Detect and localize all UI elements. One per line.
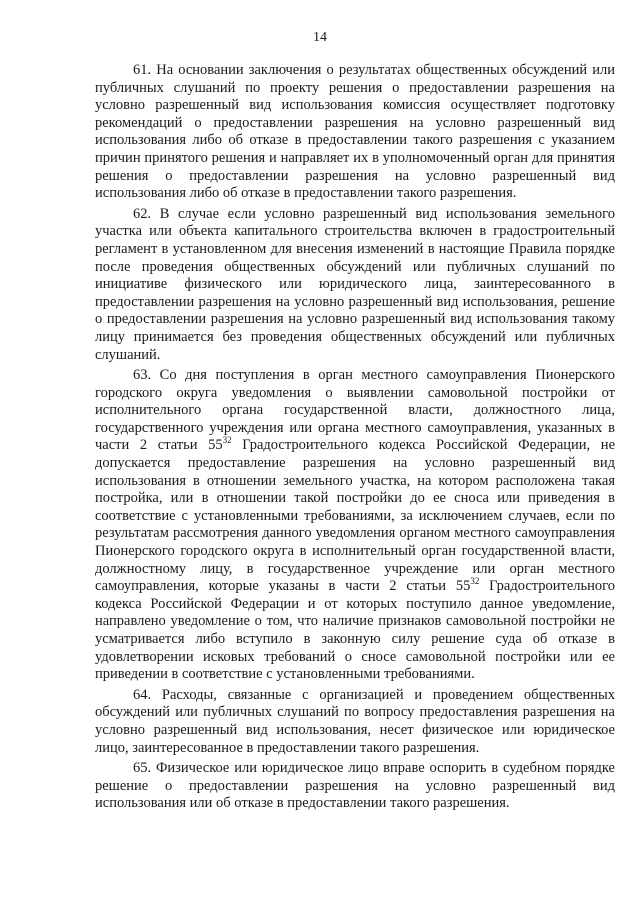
paragraph-63-part-2: Градостроительного кодекса Российской Федерации, не допускается предоставление разрешения на условно разрешенный вид использования в отношении земельного участка, на котором расположена такая постройка, или в отношении такой постройки до ее сноса или приведения в соответствие с установленными требованиями, за исключением случаев, если по результатам рассмотрения данного уведомления органом местного самоуправления Пионерского городского округа в исполнительный орган государственной власти, должностному лицу, в государственное учреждение или орган местного самоуправления, которые указаны в части 2 статьи 55 <box>95 437 615 595</box>
paragraph-62: 62. В случае если условно разрешенный вид использования земельного участка или объекта капитального строительства включен в градостроительный регламент в установленном для внесения изменений в настоящие Правила порядке после проведения общественных обсуждений или публичных слушаний по инициативе физического или юридического лица, заинтересованного в предоставлении разрешения на условно разрешенный вид использования, решение о предоставлении разрешения на условно разрешенный вид использования такому лицу принимается без проведения общественных обсуждений или публичных слушаний. <box>95 205 615 363</box>
paragraph-63-part-1: 63. Со дня поступления в орган местного самоуправления Пионерского городского округа уведомления о выявлении самовольной постройки от исполнительного органа государственной власти, должностного лица, государственного учреждения или органа местного самоуправления, указанных в части 2 статьи 55 <box>95 367 615 454</box>
article-superscript: 32 <box>222 435 232 446</box>
paragraph-64: 64. Расходы, связанные с организацией и проведением общественных обсуждений или публичных слушаний по вопросу предоставления разрешения на условно разрешенный вид использования, несет физическое или юридическое лицо, заинтересованное в предоставлении такого разрешения. <box>95 686 615 756</box>
page-number: 14 <box>313 30 327 45</box>
paragraph-65: 65. Физическое или юридическое лицо вправе оспорить в судебном порядке решение о предоставлении разрешения на условно разрешенный вид использования или об отказе в предоставлении такого разрешения. <box>95 760 615 812</box>
article-superscript: 32 <box>470 576 480 587</box>
document-body <box>95 62 615 816</box>
paragraph-63 <box>95 367 615 684</box>
paragraph-61: 61. На основании заключения о результатах общественных обсуждений или публичных слушаний по проекту решения о предоставлении разрешения на условно разрешенный вид использования комиссия осуществляет подготовку рекомендаций о предоставлении разрешения на условно разрешенный вид использования либо об отказе в предоставлении такого разрешения с указанием причин принятого решения и направляет их в уполномоченный орган для принятия решения о предоставлении разрешения на условно разрешенный вид использования либо об отказе в предоставлении такого разрешения. <box>95 62 615 202</box>
paragraph-63-part-3: Градостроительного кодекса Российской Федерации и от которых поступило данное уведомление, направлено уведомление о том, что наличие признаков самовольной постройки не усматривается либо вступило в законную силу решение суда об отказе в удовлетворении исковых требований о сносе самовольной постройки или ее приведении в соответствие с установленными требованиями. <box>95 578 616 683</box>
